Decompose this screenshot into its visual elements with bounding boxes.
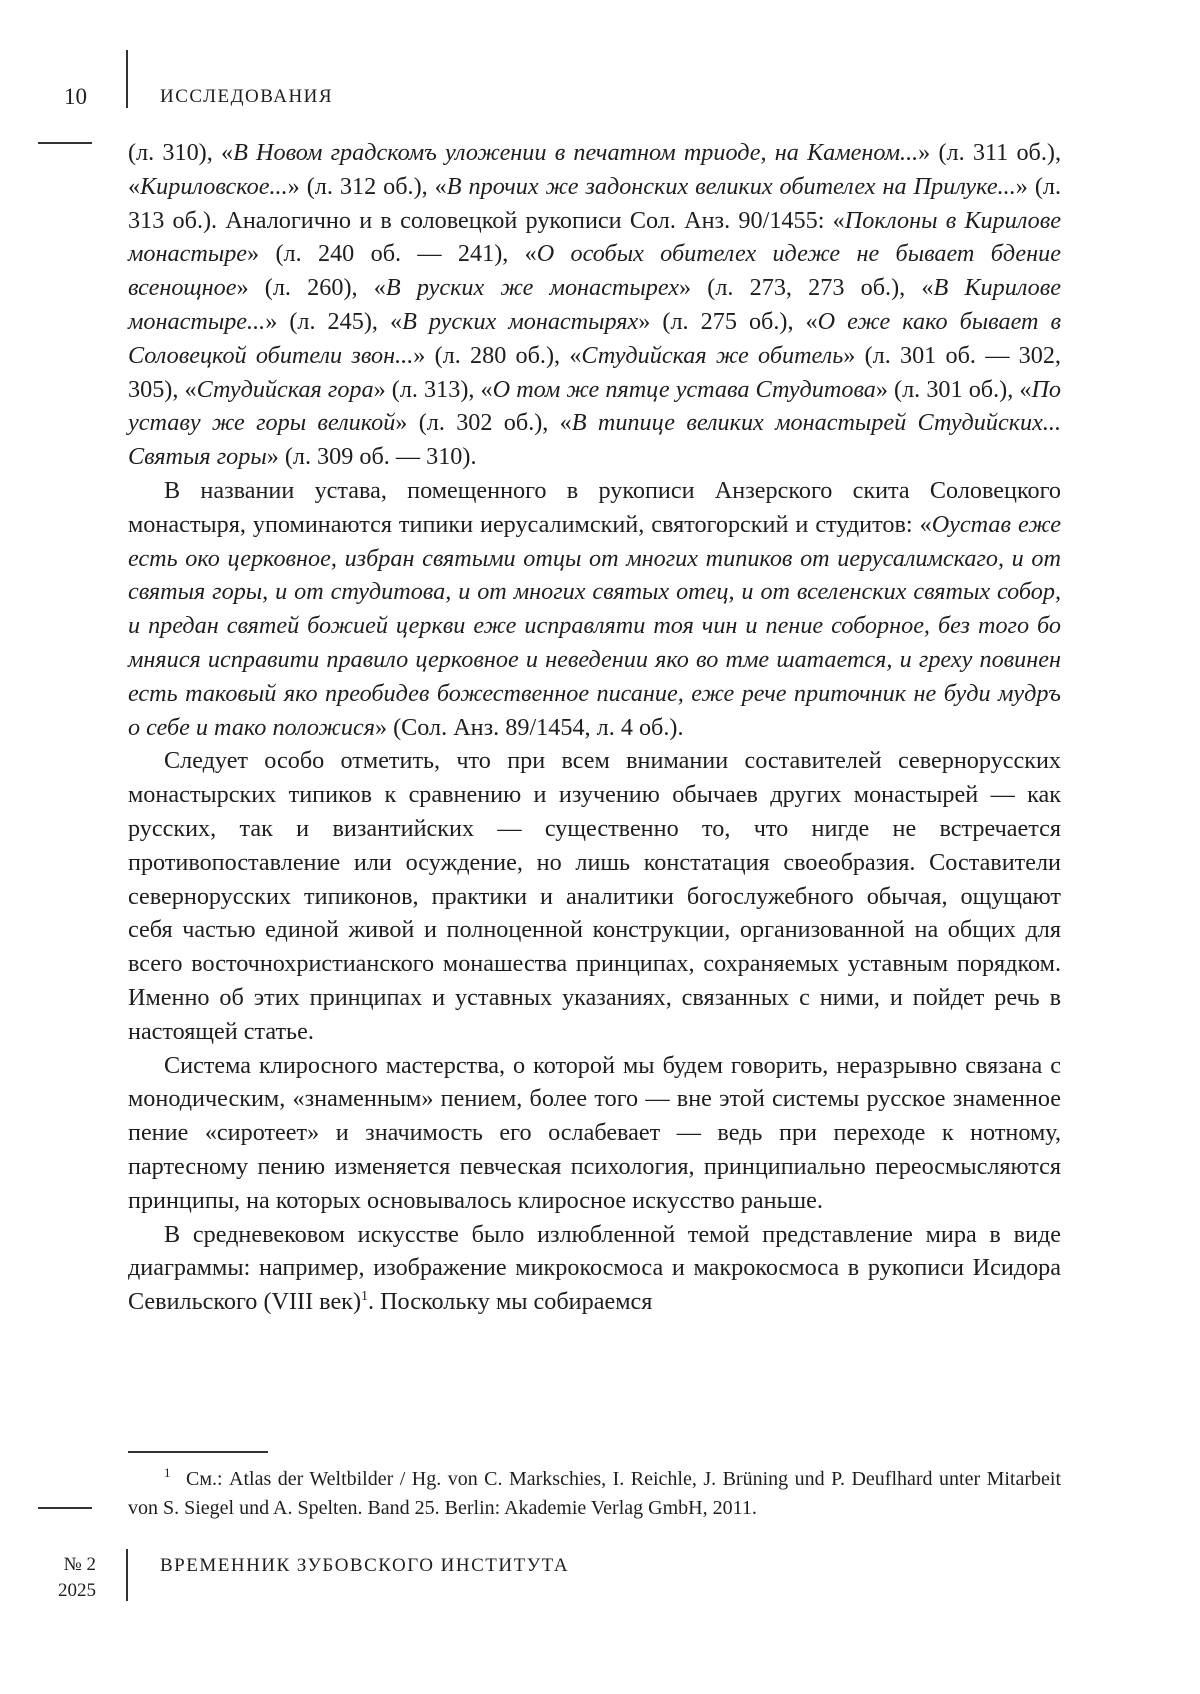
text-run: » (л. 313 об.). Аналогично и в соловецкой рукописи Сол. Анз. 90/1455: « (128, 172, 1061, 234)
italic-quote: Студийская же обитель (581, 341, 844, 369)
italic-quote: О особых обителех идеже не бывает бдение всенощное (128, 240, 1061, 302)
text-run: » (л. 245), « (265, 307, 403, 335)
text-run: » (л. 313), « (373, 375, 493, 403)
text-run: » (л. 280 об.), « (413, 341, 582, 369)
issue-info (48, 1552, 96, 1604)
top-margin-rule (38, 142, 92, 144)
italic-quote: Оустав еже есть око церковное, избран святыми отцы от многих типиков от иерусалимскаго, и от святыя горы, и от студитова, и от многих святых отец, и от вселенских святых собор, и предан святей божией церкви еже исправляти тоя чин и пение соборное, без того бо мняися исправити правило церковное и неведении яко во тме шатается, и греху повинен есть таковый яко преобидев божественное писание, еже рече приточник не буди мудръ о себе и тако положися (128, 510, 1062, 741)
paragraph-5 (128, 1218, 1061, 1319)
italic-quote: Студийская гора (196, 375, 374, 403)
text-run: » (л. 311 об.), « (128, 139, 1061, 200)
italic-quote: В Новом градскомъ уложении в печатном триоде, на Каменом... (233, 139, 919, 166)
page-number: 10 (64, 84, 87, 109)
issue-year: 2025 (58, 1580, 96, 1601)
text-run: » (л. 302 об.), « (395, 409, 572, 437)
text-run: » (л. 275 об.), « (638, 307, 818, 335)
paragraph-3: Следует особо отметить, что при всем внимании составителей севернорусских монастырских типиков к сравнению и изучению обычаев других монастырей — как русских, так и византийских — существенно то, что нигде не встречается противопоставление или осуждение, но лишь констатация своеобразия. Составители севернорусских типиконов, практики и аналитики богослужебного обычая, ощущают себя частью единой живой и полноценной конструкции, организованной на общих для всего восточнохристианского монашества принципах, сохраняемых уставным порядком. Именно об этих принципах и уставных указаниях, связанных с ними, и пойдет речь в настоящей статье. (128, 747, 1061, 1045)
italic-quote: В руских монастырях (402, 307, 639, 335)
italic-quote: Поклоны в Кирилове монастыре (128, 206, 1061, 268)
italic-quote: В прочих же задонских великих обителех на Прилуке... (446, 172, 1016, 200)
text-run: (л. 310), « (128, 139, 234, 166)
italic-quote: Кириловское... (140, 172, 288, 200)
issue-number: № 2 (63, 1554, 96, 1575)
footer-divider (126, 1549, 128, 1601)
text-run: » (л. 312 об.), « (287, 172, 447, 200)
italic-quote: В руских же монастырех (385, 274, 679, 302)
footnote-mark: 1 (164, 1465, 171, 1480)
italic-quote: В типице великих монастырей Студийских... Святыя горы (128, 409, 1061, 471)
bottom-margin-rule (38, 1507, 92, 1509)
running-section-title: ИССЛЕДОВАНИЯ (160, 86, 334, 107)
text-run: » (л. 301 об. — 302, 305), « (128, 341, 1061, 403)
text-run: » (л. 260), « (236, 274, 386, 302)
text-run: В средневековом искусстве было излюбленной темой представление мира в виде диаграммы: например, изображение микрокосмоса и макрокосмоса в рукописи Исидора Севильского (VIII век) (128, 1220, 1061, 1316)
text-run: . Поскольку мы собираемся (368, 1288, 653, 1316)
header-divider (126, 50, 128, 108)
text-run: » (л. 309 об. — 310). (266, 443, 477, 471)
text-run: » (л. 240 об. — 241), « (247, 240, 537, 268)
italic-quote: О том же пятце устава Студитова (492, 375, 876, 403)
italic-quote: В Кирилове монастыре... (128, 274, 1061, 335)
text-run: » (л. 273, 273 об.), « (678, 274, 934, 302)
journal-title: ВРЕМЕННИК ЗУБОВСКОГО ИНСТИТУТА (160, 1555, 570, 1576)
footnote-1 (128, 1465, 1061, 1523)
footnote-separator (128, 1451, 268, 1453)
text-run: » (л. 301 об.), « (875, 375, 1032, 403)
text-run: » (Сол. Анз. 89/1454, л. 4 об.). (374, 713, 684, 741)
text-run: В названии устава, помещенного в рукописи Анзерского скита Соловецкого монастыря, упоминаются типики иерусалимский, святогорский и студитов: « (128, 476, 1061, 538)
paragraph-1 (128, 136, 1061, 474)
italic-quote: О еже како бывает в Соловецкой обители звон... (128, 307, 1061, 369)
italic-quote: По уставу же горы великой (128, 375, 1061, 437)
article-body (128, 136, 1061, 1319)
paragraph-4: Система клиросного мастерства, о которой мы будем говорить, неразрывно связана с монодическим, «знаменным» пением, более того — вне этой системы русское знаменное пение «сиротеет» и значимость его ослабевает — ведь при переходе к нотному, партесному пению изменяется певческая психология, принципиально переосмысляются принципы, на которых основывалось клиросное искусство раньше. (128, 1051, 1061, 1214)
footnote-text: См.: Atlas der Weltbilder / Hg. von C. Markschies, I. Reichle, J. Brüning und P. Deuflhard unter Mitarbeit von S. Siegel und A. Spelten. Band 25. Berlin: Akademie Verlag GmbH, 2011. (128, 1468, 1061, 1519)
paragraph-2 (128, 474, 1061, 744)
footnote-reference[interactable]: 1 (361, 1289, 368, 1305)
